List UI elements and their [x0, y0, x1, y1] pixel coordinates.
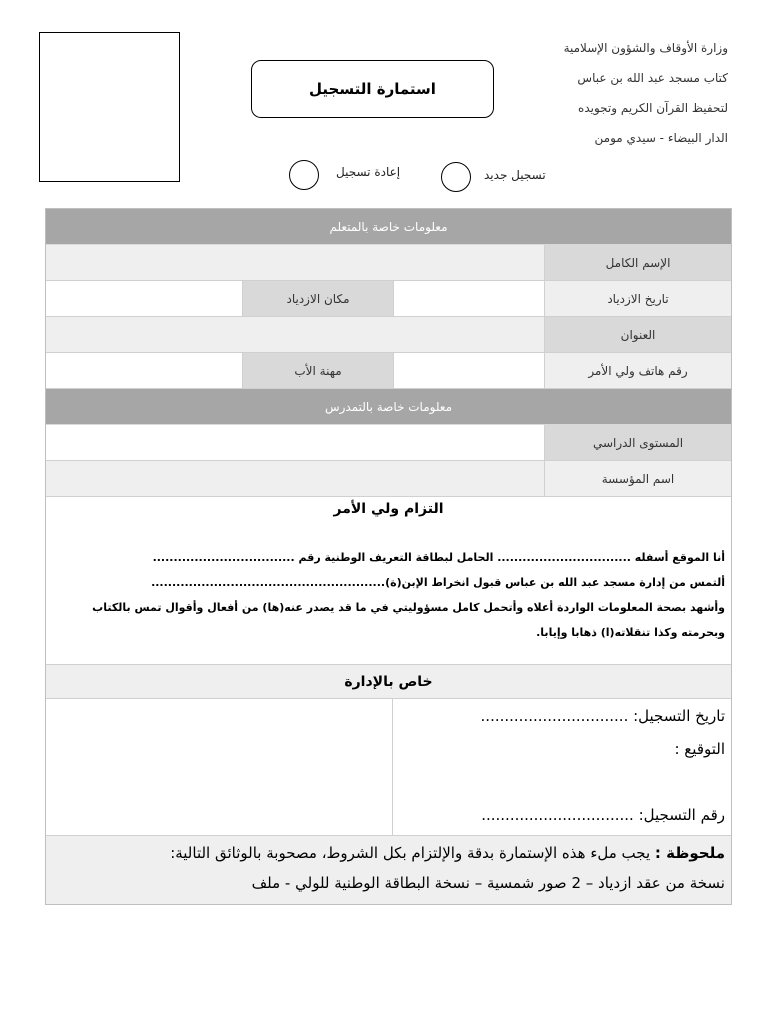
father-job-field[interactable]: [46, 353, 242, 388]
institution-row: [46, 461, 731, 497]
new-registration-radio[interactable]: [441, 162, 471, 192]
note-text: يجب ملء هذه الإستمارة بدقة والإلتزام بكل الشروط، مصحوبة بالوثائق التالية:: [170, 844, 655, 862]
registration-form: [45, 208, 732, 905]
birth-date-label: تاريخ الازدياد: [544, 281, 731, 316]
note-box: [46, 836, 731, 904]
address-label: العنوان: [544, 317, 731, 352]
note-line: [52, 838, 725, 868]
registration-number: رقم التسجيل: ................................: [481, 806, 725, 824]
level-row: [46, 425, 731, 461]
guardian-pledge: [46, 497, 731, 665]
note-label: ملحوظة :: [654, 844, 725, 862]
admin-stamp-area: [46, 699, 392, 835]
address-row: [46, 317, 731, 353]
birth-place-label: مكان الازدياد: [242, 281, 393, 316]
guardian-phone-field[interactable]: [393, 353, 544, 388]
phone-row: [46, 353, 731, 389]
admin-fields: [392, 699, 731, 835]
institution-label: اسم المؤسسة: [544, 461, 731, 496]
pledge-title: التزام ولي الأمر: [333, 501, 444, 517]
admin-section-heading: خاص بالإدارة: [46, 665, 731, 699]
institution-field[interactable]: [46, 461, 544, 496]
form-title: استمارة التسجيل: [251, 60, 494, 118]
admin-spacer: [399, 767, 725, 800]
pledge-line: وأشهد بصحة المعلومات الواردة أعلاه وأتحمل كامل مسؤوليتي في ما قد يصدر عنه(ها) من أفعال وأقوال تمس بالكتاب وبحرمته وكذا تنقلاته(ا) ذهابا وإيابا.: [92, 601, 725, 639]
level-label: المستوى الدراسي: [544, 425, 731, 460]
re-registration-radio[interactable]: [289, 160, 319, 190]
required-documents: نسخة من عقد ازدياد – 2 صور شمسية – نسخة البطاقة الوطنية للولي - ملف: [251, 874, 725, 892]
signature-label: التوقيع :: [674, 740, 725, 758]
learner-section-heading: معلومات خاصة بالمتعلم: [46, 209, 731, 245]
pledge-line: أنا الموقع أسفله ................................ الحامل لبطاقة التعريف الوطنية رقم ..................................: [152, 551, 725, 564]
admin-section: [46, 699, 731, 836]
registration-date: تاريخ التسجيل: ...............................: [480, 707, 725, 725]
header-line: كتاب مسجد عبد الله بن عباس: [577, 71, 728, 85]
full-name-field[interactable]: [46, 245, 544, 280]
re-registration-label: إعادة تسجيل: [336, 165, 401, 179]
photo-box: [39, 32, 180, 182]
pledge-line: ألتمس من إدارة مسجد عبد الله بن عباس قبول انخراط الإبن(ة)........................................................: [151, 576, 725, 589]
birth-date-field[interactable]: [393, 281, 544, 316]
header-line: وزارة الأوقاف والشؤون الإسلامية: [563, 41, 728, 55]
schooling-section-heading: معلومات خاصة بالتمدرس: [46, 389, 731, 425]
level-field[interactable]: [46, 425, 544, 460]
full-name-row: [46, 245, 731, 281]
pledge-text: [52, 545, 725, 645]
header-institution: [498, 35, 728, 155]
address-field[interactable]: [46, 317, 544, 352]
new-registration-label: تسجيل جديد: [484, 168, 546, 182]
guardian-phone-label: رقم هاتف ولي الأمر: [544, 353, 731, 388]
birth-row: [46, 281, 731, 317]
header-line: لتحفيظ القرآن الكريم وتجويده: [578, 101, 728, 115]
father-job-label: مهنة الأب: [242, 353, 393, 388]
header-line: الدار البيضاء - سيدي مومن: [594, 131, 728, 145]
birth-place-field[interactable]: [46, 281, 242, 316]
full-name-label: الإسم الكامل: [544, 245, 731, 280]
